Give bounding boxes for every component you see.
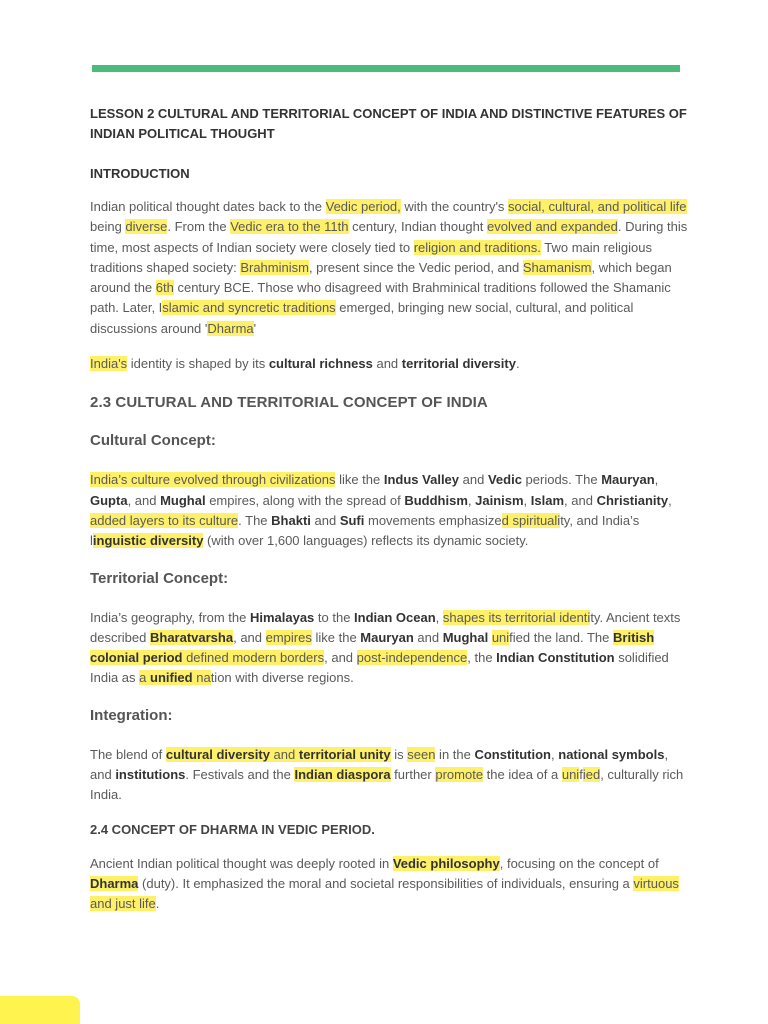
- text-run: and: [459, 472, 488, 488]
- bold-text: Himalayas: [249, 609, 315, 625]
- bold-text: Mughal: [160, 492, 206, 508]
- text-run: and: [413, 629, 443, 645]
- bold-text: Mughal: [442, 629, 489, 645]
- text-run: century BCE. Those who disagreed with Brahminical traditions followed the Shamanic path. Later, I: [90, 280, 671, 316]
- territorial-concept-heading: Territorial Concept:: [90, 569, 229, 587]
- bold-text: Bhakti: [271, 512, 311, 528]
- highlighted-text: 6th: [155, 280, 174, 296]
- text-run: to the: [314, 609, 355, 625]
- text-run: empires, along with the spread of: [205, 492, 405, 508]
- text-run: tion with diverse regions.: [210, 670, 354, 686]
- text-run: movements emphasize: [364, 512, 502, 528]
- highlighted-bold-text: [166, 747, 270, 762]
- text-run: Ancient Indian political thought was deeply rooted in: [90, 855, 393, 871]
- text-run: and: [310, 512, 340, 528]
- text-run: , and: [90, 746, 669, 783]
- bold-text: cultural richness: [268, 356, 373, 372]
- bold-text: territorial diversity: [401, 356, 516, 372]
- highlighted-text: and: [269, 746, 299, 762]
- introduction-heading: INTRODUCTION: [90, 166, 190, 181]
- highlighted-text: India’s culture evolved through civilizations: [90, 472, 336, 488]
- text-run: in the: [435, 746, 475, 762]
- highlighted-text: defined modern borders: [182, 650, 325, 666]
- identity-paragraph: [90, 354, 688, 374]
- text-run: ty. Ancient texts described: [90, 609, 681, 645]
- highlighted-bold-text: [299, 747, 391, 762]
- text-run: , and: [324, 650, 357, 666]
- text-run: , and: [564, 492, 597, 508]
- text-run: . From the: [167, 219, 231, 235]
- highlighted-text: slamic and syncretic traditions: [162, 300, 336, 316]
- bold-text: Mauryan: [360, 629, 414, 645]
- text-run: fied the land. The: [509, 629, 614, 645]
- text-run: India’s geography, from the: [90, 609, 250, 625]
- text-run: like the: [311, 629, 361, 645]
- text-run: further: [390, 767, 436, 783]
- highlighted-text: Vedic era to the 11th: [230, 219, 349, 235]
- cultural-concept-paragraph: [90, 470, 688, 551]
- highlighted-bold-text: [393, 856, 500, 871]
- text-run: century, Indian thought: [348, 219, 488, 235]
- text-run: ,: [435, 609, 443, 625]
- section-2-3-heading: 2.3 CULTURAL AND TERRITORIAL CONCEPT OF INDIA: [90, 394, 488, 412]
- text-run: ,: [467, 492, 476, 508]
- bold-text: British colonial period: [90, 629, 655, 666]
- highlighted-text: India's: [90, 356, 128, 372]
- bold-text: territorial unity: [298, 746, 391, 762]
- highlighted-text: diverse: [125, 219, 168, 235]
- section-2-4-heading: 2.4 CONCEPT OF DHARMA IN VEDIC PERIOD.: [90, 821, 375, 837]
- bold-text: Indian diaspora: [294, 767, 391, 783]
- highlighted-text: ied: [582, 767, 601, 783]
- highlighted-text: added layers to its culture: [90, 512, 239, 528]
- text-run: ,: [654, 472, 659, 488]
- bold-text: Constitution: [474, 746, 552, 762]
- text-run: solidified India as: [90, 650, 669, 686]
- text-run: , focusing on the concept of: [499, 855, 659, 871]
- bold-text: Vedic: [487, 472, 522, 488]
- bold-text: Jainism: [475, 492, 524, 508]
- highlighted-text: uni: [561, 767, 580, 783]
- text-run: , culturally rich India.: [90, 767, 684, 803]
- text-run: .: [515, 356, 520, 372]
- highlighted-text: empires: [265, 629, 312, 645]
- bold-text: Vedic philosophy: [392, 855, 500, 871]
- text-run: . Festivals and the: [185, 767, 295, 783]
- highlighted-text: Shamanism: [522, 259, 592, 275]
- text-run: being: [90, 219, 126, 235]
- bold-text: inguistic diversity: [92, 533, 204, 549]
- text-run: the idea of a: [483, 767, 562, 783]
- text-run: identity is shaped by its: [127, 356, 269, 372]
- bold-text: Buddhism: [404, 492, 468, 508]
- text-run: , and: [127, 492, 161, 508]
- text-run: emerged, bringing new social, cultural, and political discussions around ': [90, 300, 634, 336]
- integration-paragraph: [90, 745, 688, 806]
- text-run: (duty). It emphasized the moral and societal responsibilities of individuals, ensuring a: [138, 875, 634, 891]
- highlighted-text: religion and traditions.: [413, 239, 541, 255]
- text-run: periods. The: [521, 472, 602, 488]
- cultural-concept-heading: Cultural Concept:: [90, 432, 216, 450]
- text-run: , and: [233, 629, 266, 645]
- bold-text: institutions: [115, 767, 186, 783]
- highlighted-text: promote: [435, 767, 484, 783]
- text-run: ': [253, 320, 257, 336]
- text-run: ,: [551, 746, 559, 762]
- text-run: (with over 1,600 languages) reflects its dynamic society.: [203, 533, 529, 549]
- text-run: Indian political thought dates back to the: [90, 199, 326, 214]
- document-body: [90, 100, 688, 915]
- bold-text: national symbols: [558, 746, 665, 762]
- text-run: . The: [238, 512, 272, 528]
- highlighted-text: virtuous and just life: [90, 875, 679, 912]
- highlighted-bold-text: [150, 670, 193, 685]
- text-run: like the: [335, 472, 384, 488]
- lesson-title: LESSON 2 CULTURAL AND TERRITORIAL CONCEPT OF INDIA AND DISTINCTIVE FEATURES OF INDIAN POLITICAL THOUGHT: [90, 106, 687, 141]
- text-run: ty, and India’s l: [90, 512, 640, 549]
- highlighted-text: social, cultural, and political life: [508, 199, 687, 214]
- text-run: ,: [523, 492, 531, 508]
- bold-text: Sufi: [339, 512, 365, 528]
- bold-text: Indian Constitution: [496, 650, 615, 666]
- text-run: and: [372, 356, 402, 372]
- highlighted-text: evolved and expanded: [487, 219, 618, 235]
- highlighted-text: a: [139, 670, 150, 686]
- text-run: f: [579, 767, 583, 783]
- bold-text: Gupta: [90, 492, 128, 508]
- highlighted-text: post-independence: [356, 650, 468, 666]
- highlighted-text: Vedic period,: [325, 199, 401, 214]
- bold-text: Indian Ocean: [354, 609, 436, 625]
- text-run: Two main religious traditions shaped society:: [90, 239, 652, 275]
- highlighted-text: na: [192, 670, 211, 686]
- highlighted-text: Dharma: [207, 320, 254, 336]
- integration-heading: Integration:: [90, 706, 173, 724]
- text-run: ,: [668, 492, 672, 508]
- bold-text: Dharma: [90, 875, 139, 891]
- highlight-marker-swatch: [0, 996, 80, 1024]
- bold-text: cultural diversity: [165, 746, 270, 762]
- highlighted-text: d spirituali: [501, 512, 561, 528]
- highlighted-text: Brahminism: [240, 259, 309, 275]
- text-run: . During this time, most aspects of Indian society were closely tied to: [90, 219, 688, 255]
- highlighted-text: shapes its territorial identi: [442, 609, 591, 625]
- highlighted-text: seen: [407, 746, 436, 762]
- introduction-paragraph: [90, 197, 688, 339]
- text-run: , present since the Vedic period, and: [308, 259, 523, 275]
- bold-text: Mauryan: [601, 472, 655, 488]
- bold-text: Bharatvarsha: [149, 629, 234, 645]
- highlighted-bold-text: [90, 876, 138, 891]
- highlighted-bold-text: [150, 630, 233, 645]
- text-run: .: [155, 896, 160, 912]
- highlighted-bold-text: [294, 767, 390, 782]
- text-run: , which began around the: [90, 259, 672, 296]
- bold-text: Islam: [530, 492, 565, 508]
- top-accent-bar: [92, 65, 680, 72]
- dharma-paragraph: [90, 854, 688, 915]
- territorial-concept-paragraph: [90, 608, 688, 689]
- bold-text: unified: [150, 670, 193, 686]
- text-run: The blend of: [90, 746, 166, 762]
- bold-text: Indus Valley: [383, 472, 460, 488]
- text-run: with the country's: [400, 199, 509, 214]
- highlighted-text: uni: [491, 629, 510, 645]
- text-run: is: [390, 746, 408, 762]
- bold-text: Christianity: [596, 492, 669, 508]
- highlighted-bold-text: [93, 533, 204, 548]
- text-run: , the: [467, 650, 497, 666]
